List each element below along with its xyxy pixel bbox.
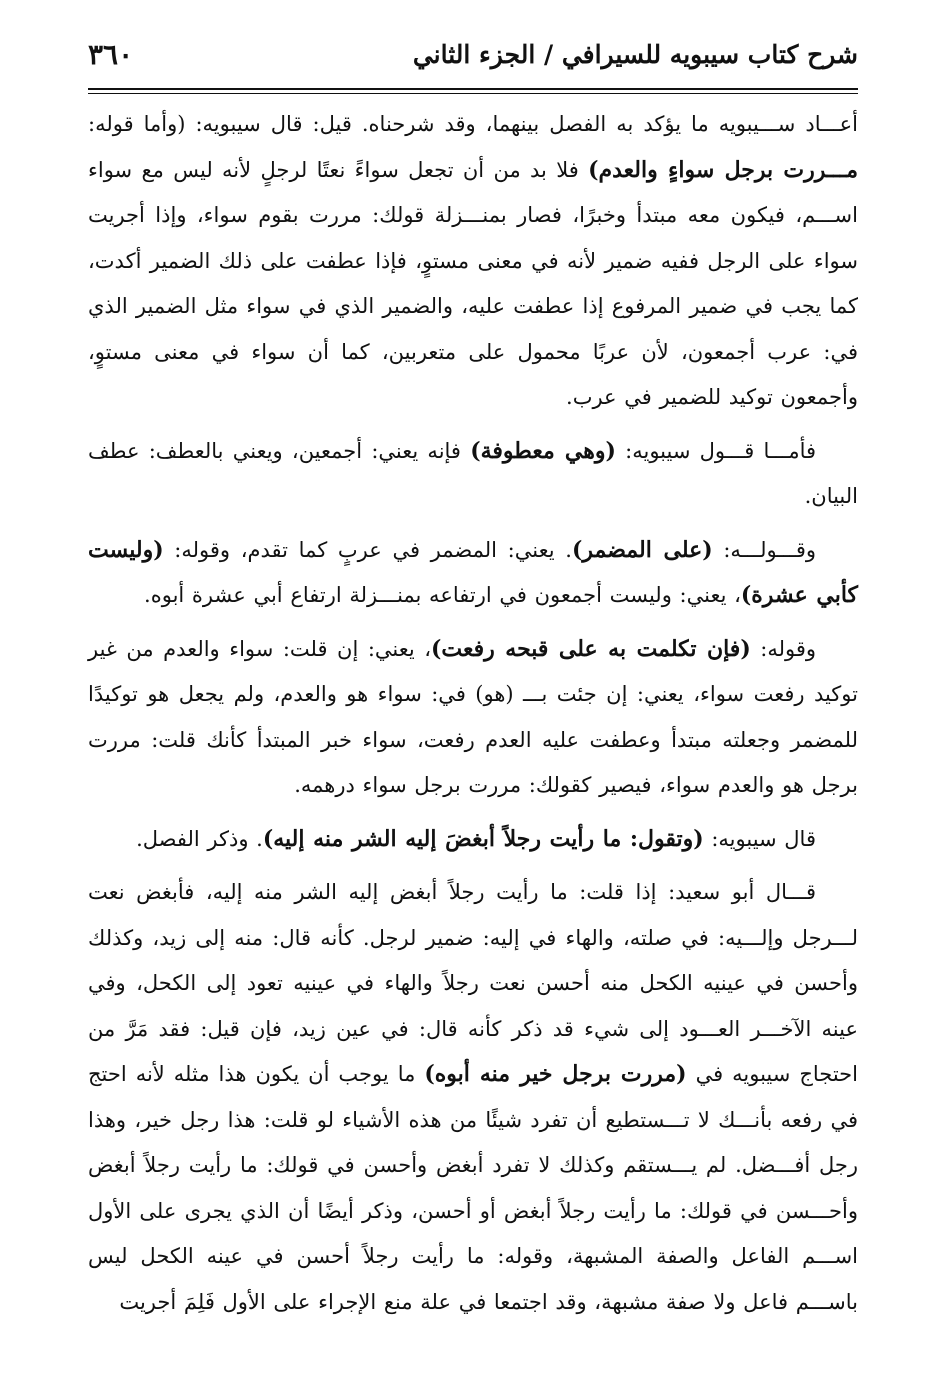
quoted-phrase: (مررت برجل خير منه أبوه) (424, 1061, 687, 1087)
quoted-phrase: (وتقول: ما رأيت رجلاً أبغضَ إليه الشر منه إليه) (262, 825, 704, 852)
quoted-phrase: (على المضمر) (571, 536, 713, 563)
text-segment: ، يعني: إن قلت: سواء والعدم من غير توكيد رفعت سواء، يعني: إن جئت بـــ (هو) في: سواء هو والعدم، ولم يجعل هو توكيدًا للمضمر وجعلته مبتدأ وعطفت عليه العدم رفعت، سواء خبر المبتدأ كأنك قلت: مررت برجل هو والعدم سواء، فيصير كقولك: مررت برجل سواء درهمه. (88, 636, 858, 797)
paragraph (88, 870, 858, 1325)
paragraph (88, 627, 858, 809)
paragraph (88, 429, 858, 520)
text-segment: . وذكر الفصل. (136, 826, 263, 851)
header-rule-thick (88, 88, 858, 90)
text-segment: فأمـــا قـــول سيبويه: (615, 438, 817, 463)
paragraph (88, 528, 858, 619)
text-segment: فلا بد من أن تجعل سواءً نعتًا لرجلٍ لأنه ليس مع سواء اســـم، فيكون معه مبتدأ وخبرًا، فصار بمنـــزلة قولك: مررت بقوم سواء، وإذا أجريت سواء على الرجل ففيه ضمير لأنه في معنى مستوٍ، فإذا عطفت على ذلك الضمير أكدت، كما يجب في ضمير المرفوع إذا عطفت عليه، والضمير الذي في سواء مثل الضمير الذي في: عرب أجمعون، لأن عربًا محمول على متعربين، كما أن سواء في معنى مستوٍ، وأجمعون توكيد للضمير في عرب. (88, 157, 858, 409)
text-segment: قال سيبويه: (703, 826, 816, 851)
book-page (88, 30, 858, 1325)
body-text (88, 102, 858, 1325)
text-segment: وقوله: (750, 636, 817, 661)
text-segment: ، يعني: وليست أجمعون في ارتفاعه بمنـــزلة ارتفاع أبي عشرة أبوه. (144, 583, 741, 607)
text-segment: وقـــولـــه: (712, 537, 816, 562)
paragraph (88, 102, 858, 421)
quoted-phrase: (فإن تكلمت به على قبحه رفعت) (431, 635, 751, 662)
running-title: شرح كتاب سيبويه للسيرافي / الجزء الثاني (412, 40, 858, 69)
text-segment: ما يوجب أن يكون هذا مثله لأنه احتج في رفعه بأنـــك لا تـــستطيع أن تفرد شيئًا من هذه الأشياء لو قلت: هذا رجل خير، وهذا رجل أفـــضل. لم يـــستقم وكذلك لا تفرد أبغض وأحسن في قولك: ما رأيت رجلاً أبغض وأحـــسن في قولك: ما رأيت رجلاً أبغض أو أحسن، وذكر أيضًا أن الذي يجرى على الأول اســـم الفاعل والصفة المشبهة، وقوله: ما رأيت رجلاً أحسن في عينه الكحل ليس باســـم فاعل ولا صفة مشبهة، وقد اجتمعا في علة منع الإجراء على الأول فَلِمَ أجريت (88, 1062, 858, 1314)
text-segment: أعـــاد ســـيبويه ما يؤكد به الفصل بينهما، وقد شرحناه. قيل: قال سيبويه: (وأما قوله: (88, 112, 858, 136)
text-segment: فإنه يعني: أجمعين، ويعني بالعطف: عطف البيان. (88, 438, 858, 508)
header-rule-thin (88, 93, 858, 94)
page-header (88, 30, 858, 88)
paragraph (88, 817, 858, 863)
text-segment: قـــال أبو سعيد: إذا قلت: ما رأيت رجلاً أبغض إليه الشر منه إليه، فأبغض نعت لـــرجل وإلـــيه: في صلته، والهاء في إليه: ضمير لرجل. كأنه قال: منه إلى زيد، وكذلك وأحسن في عينيه الكحل منه أحسن نعت رجلاً والهاء في عينيه تعود إلى الكحل، وفي عينه الآخـــر العـــود إلى شيء قد ذكر كأنه قال: في عين زيد، فإن قيل: فقد مَرَّ من احتجاج سيبويه في (88, 880, 858, 1086)
quoted-phrase: (وليست كأبي عشرة) (88, 536, 858, 608)
quoted-phrase: (وهي معطوفة) (470, 437, 616, 464)
text-segment: . يعني: المضمر في عربٍ كما تقدم، وقوله: (163, 537, 572, 562)
page-number: ٣٦٠ (88, 38, 134, 71)
quoted-phrase: مـــررت برجل سواءٍ والعدم) (588, 156, 859, 183)
